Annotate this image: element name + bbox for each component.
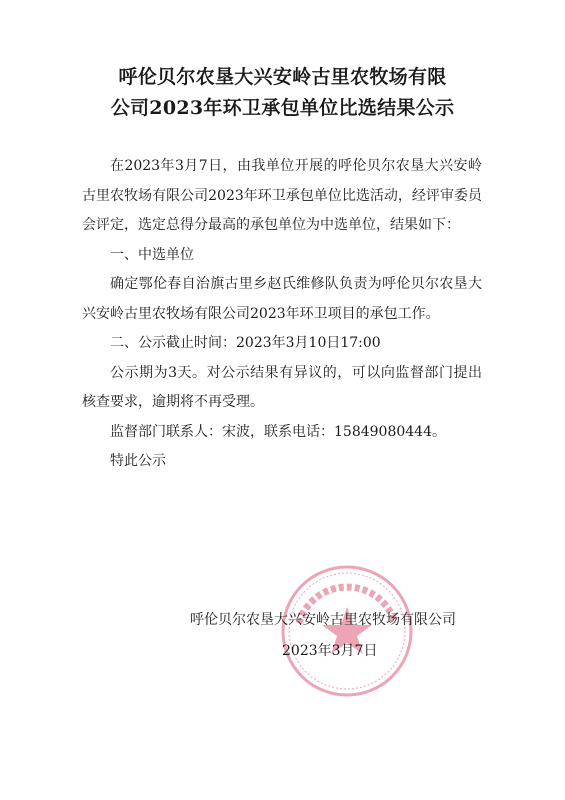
intro-paragraph: 在2023年3月7日，由我单位开展的呼伦贝尔农垦大兴安岭古里农牧场有限公司2023年环卫承包单位比选活动，经评审委员会评定，选定总得分最高的承包单位为中选单位，结果如下：: [82, 158, 482, 233]
document-title: [0, 62, 565, 124]
title-line-1: 呼伦贝尔农垦大兴安岭古里农牧场有限: [118, 66, 447, 88]
closing-paragraph: 特此公示: [110, 453, 166, 469]
section-2-heading: 二、公示截止时间：2023年3月10日17:00: [110, 335, 381, 351]
winner-paragraph: 确定鄂伦春自治旗古里乡赵氏维修队负责为呼伦贝尔农垦大兴安岭古里农牧场有限公司2023年环卫项目的承包工作。: [82, 276, 482, 322]
title-line-2: 公司2023年环卫承包单位比选结果公示: [110, 97, 455, 119]
signature-block: [190, 605, 490, 667]
section-1-heading: 一、中选单位: [110, 246, 194, 263]
signature-organization: 呼伦贝尔农垦大兴安岭古里农牧场有限公司: [190, 612, 456, 628]
signature-date: 2023年3月7日: [282, 643, 378, 659]
period-paragraph: 公示期为3天。对公示结果有异议的，可以向监督部门提出核查要求，逾期将不再受理。: [82, 364, 482, 410]
document-body: [82, 152, 482, 477]
contact-paragraph: 监督部门联系人：宋波，联系电话：15849080444。: [110, 423, 446, 440]
